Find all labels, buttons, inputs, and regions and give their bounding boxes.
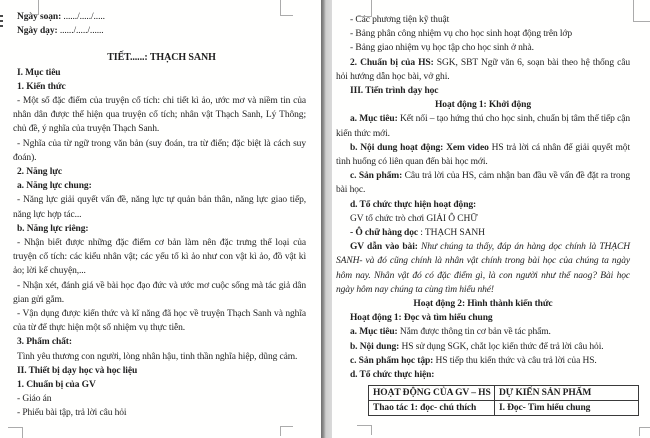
page-gutter [321, 0, 332, 438]
paragraph-dan-vao-bai: GV dẫn vào bài: Như chúng ta thấy, đáp án hàng dọc chính là THẠCH SANH- và đó cũng chính là nhân vật chính trong bài học của chúng ta ngày hôm nay. Nhân vật đó có đặc điểm gì, là con người như thế naog? Bài học ngày hôm nay chúng ta cùng tìm hiểu nhé! [336, 242, 631, 295]
paragraph: - Nghĩa của từ ngữ trong văn bản (suy đoán, tra từ điển; đặc biệt là cách suy đoán). [13, 138, 306, 163]
paragraph: - Một số đặc điểm của truyện cổ tích: chi tiết kì ảo, ước mơ và niềm tin của nhân dân được thể hiện qua truyện cổ tích; nhân vật Thạch Sanh, Lý Thông; chủ đề, ý nghĩa của truyện Thạch Sanh. [13, 96, 306, 135]
paragraph-muc-tieu: a. Mục tiêu: Kết nối – tạo hứng thú cho học sinh, chuẩn bị tâm thế tiếp cận kiến thức mới. [336, 114, 631, 139]
heading-chuan-bi-gv: 1. Chuẩn bị của GV [17, 380, 96, 391]
paragraph: - Các phương tiện kỹ thuật [350, 15, 450, 25]
activity-table [368, 385, 639, 416]
date-day-label: Ngày dạy: [17, 26, 58, 37]
paragraph-muc-tieu-2: a. Mục tiêu: Nắm được thông tin cơ bản về tác phẩm. [350, 327, 551, 338]
paragraph: - Bảng giao nhiệm vụ học tập cho học sinh ở nhà. [350, 43, 534, 54]
crop-mark-left-top-right [280, 0, 293, 16]
crop-mark-right-top-right [633, 0, 650, 22]
table-row [369, 401, 639, 416]
document-page-right [332, 0, 650, 438]
heading-tien-trinh: III. Tiến trình dạy học [350, 86, 439, 97]
heading-nang-luc-rieng: b. Năng lực riêng: [17, 223, 89, 234]
table-header-san-pham: DỰ KIẾN SẢN PHẨM [495, 386, 639, 401]
paragraph-chuan-bi-hs: 2. Chuẩn bị của HS: SGK, SBT Ngữ văn 6, soạn bài theo hệ thống câu hỏi hướng dẫn học bài, vở ghi. [336, 57, 630, 82]
paragraph: - Nhận xét, đánh giá về bài học đạo đức và ước mơ cuộc sống mà tác giả dân gian gửi gắm. [13, 280, 306, 305]
heading-thiet-bi: II. Thiết bị dạy học và học liệu [17, 365, 138, 376]
crop-mark-right-bottom-right [639, 427, 650, 436]
paragraph: - Bảng phân công nhiệm vụ cho học sinh hoạt động trên lớp [350, 29, 573, 40]
clipped-text-fragment [0, 15, 3, 29]
paragraph: - Nhận biết được những đặc điểm cơ bản làm nên đặc trưng thể loại của truyện cổ tích: các kiểu nhân vật; các yếu tố kì ảo như con vật kì ảo, đồ vật kì ảo; lời kể chuyện,... [13, 238, 306, 277]
paragraph-san-pham: c. Sản phẩm: Câu trả lời của HS, cảm nhận ban đầu về vấn đề đặt ra trong bài học. [336, 171, 630, 196]
crop-mark-left-bottom-left [8, 427, 23, 438]
heading-nang-luc: 2. Năng lực [17, 167, 62, 178]
heading-hoat-dong-2: Hoạt động 2: Hình thành kiến thức [413, 299, 553, 310]
lesson-title: TIẾT......: THẠCH SANH [107, 52, 216, 64]
date-line-soan [13, 10, 306, 24]
heading-nang-luc-chung: a. Năng lực chung: [17, 181, 92, 192]
paragraph-noi-dung-2: b. Nội dung: HS sử dụng SGK, chắt lọc kiến thức để trả lời câu hỏi. [350, 341, 604, 352]
heading-to-chuc-2: d. Tổ chức thực hiện: [350, 370, 435, 381]
heading-to-chuc: d. Tổ chức thực hiện hoạt động: [350, 199, 477, 210]
heading-hoat-dong-1-khoi-dong: Hoạt động 1: Khởi động [435, 100, 531, 111]
date-line-day [13, 24, 306, 38]
heading-muc-tieu: I. Mục tiêu [17, 67, 61, 78]
document-page-left [0, 0, 321, 438]
page-right-text-column [336, 13, 630, 416]
date-soan-value: ....../...../..... [61, 12, 105, 22]
table-header-gv-hs: HOẠT ĐỘNG CỦA GV – HS [369, 386, 495, 401]
heading-pham-chat: 3. Phẩm chất: [17, 337, 72, 348]
paragraph-o-chu: - Ô chữ hàng dọc : THẠCH SANH [350, 228, 485, 239]
paragraph: - Vận dụng được kiến thức và kĩ năng đã học về truyện Thạch Sanh và nghĩa của từ để thực hiện một số nhiệm vụ thực tiễn. [13, 309, 306, 334]
heading-kien-thuc: 1. Kiến thức [17, 81, 66, 92]
heading-hoat-dong-doc: Hoạt động 1: Đọc và tìm hiểu chung [350, 313, 493, 324]
paragraph-noi-dung: b. Nội dung hoạt động: Xem video HS trả lời cá nhân để giải quyết một tình huống có liên quan đến bài học mới. [336, 142, 630, 168]
crop-mark-left-bottom-right [280, 426, 293, 436]
paragraph: - Giáo án [17, 394, 52, 405]
table-header-row [369, 386, 639, 401]
table-cell-thao-tac: Thao tác 1: đọc- chú thích [369, 401, 495, 416]
crop-mark-left-top-left [25, 0, 39, 15]
table-cell-doc-tim-hieu: I. Đọc- Tìm hiểu chung [495, 401, 639, 416]
crop-mark-right-bottom-left [357, 425, 372, 435]
crop-mark-right-top-left [358, 0, 372, 17]
page-left-text-column [13, 10, 306, 421]
paragraph: Tình yêu thương con người, lòng nhân hậu, tinh thần nghĩa hiệp, dũng cảm. [17, 351, 298, 362]
date-day-value: ....../...../...... [57, 26, 104, 37]
paragraph-san-pham-2: c. Sản phẩm học tập: HS tiếp thu kiến thức và câu trả lời của HS. [350, 355, 597, 366]
date-soan-label: Ngày soạn: [17, 12, 62, 22]
paragraph: - Phiếu bài tập, trả lời câu hỏi [17, 408, 127, 419]
paragraph: - Năng lực giải quyết vấn đề, năng lực tự quản bản thân, năng lực giao tiếp, năng lực hợp tác... [13, 195, 306, 220]
paragraph: GV tổ chức trò chơi GIẢI Ô CHỮ [350, 213, 478, 224]
